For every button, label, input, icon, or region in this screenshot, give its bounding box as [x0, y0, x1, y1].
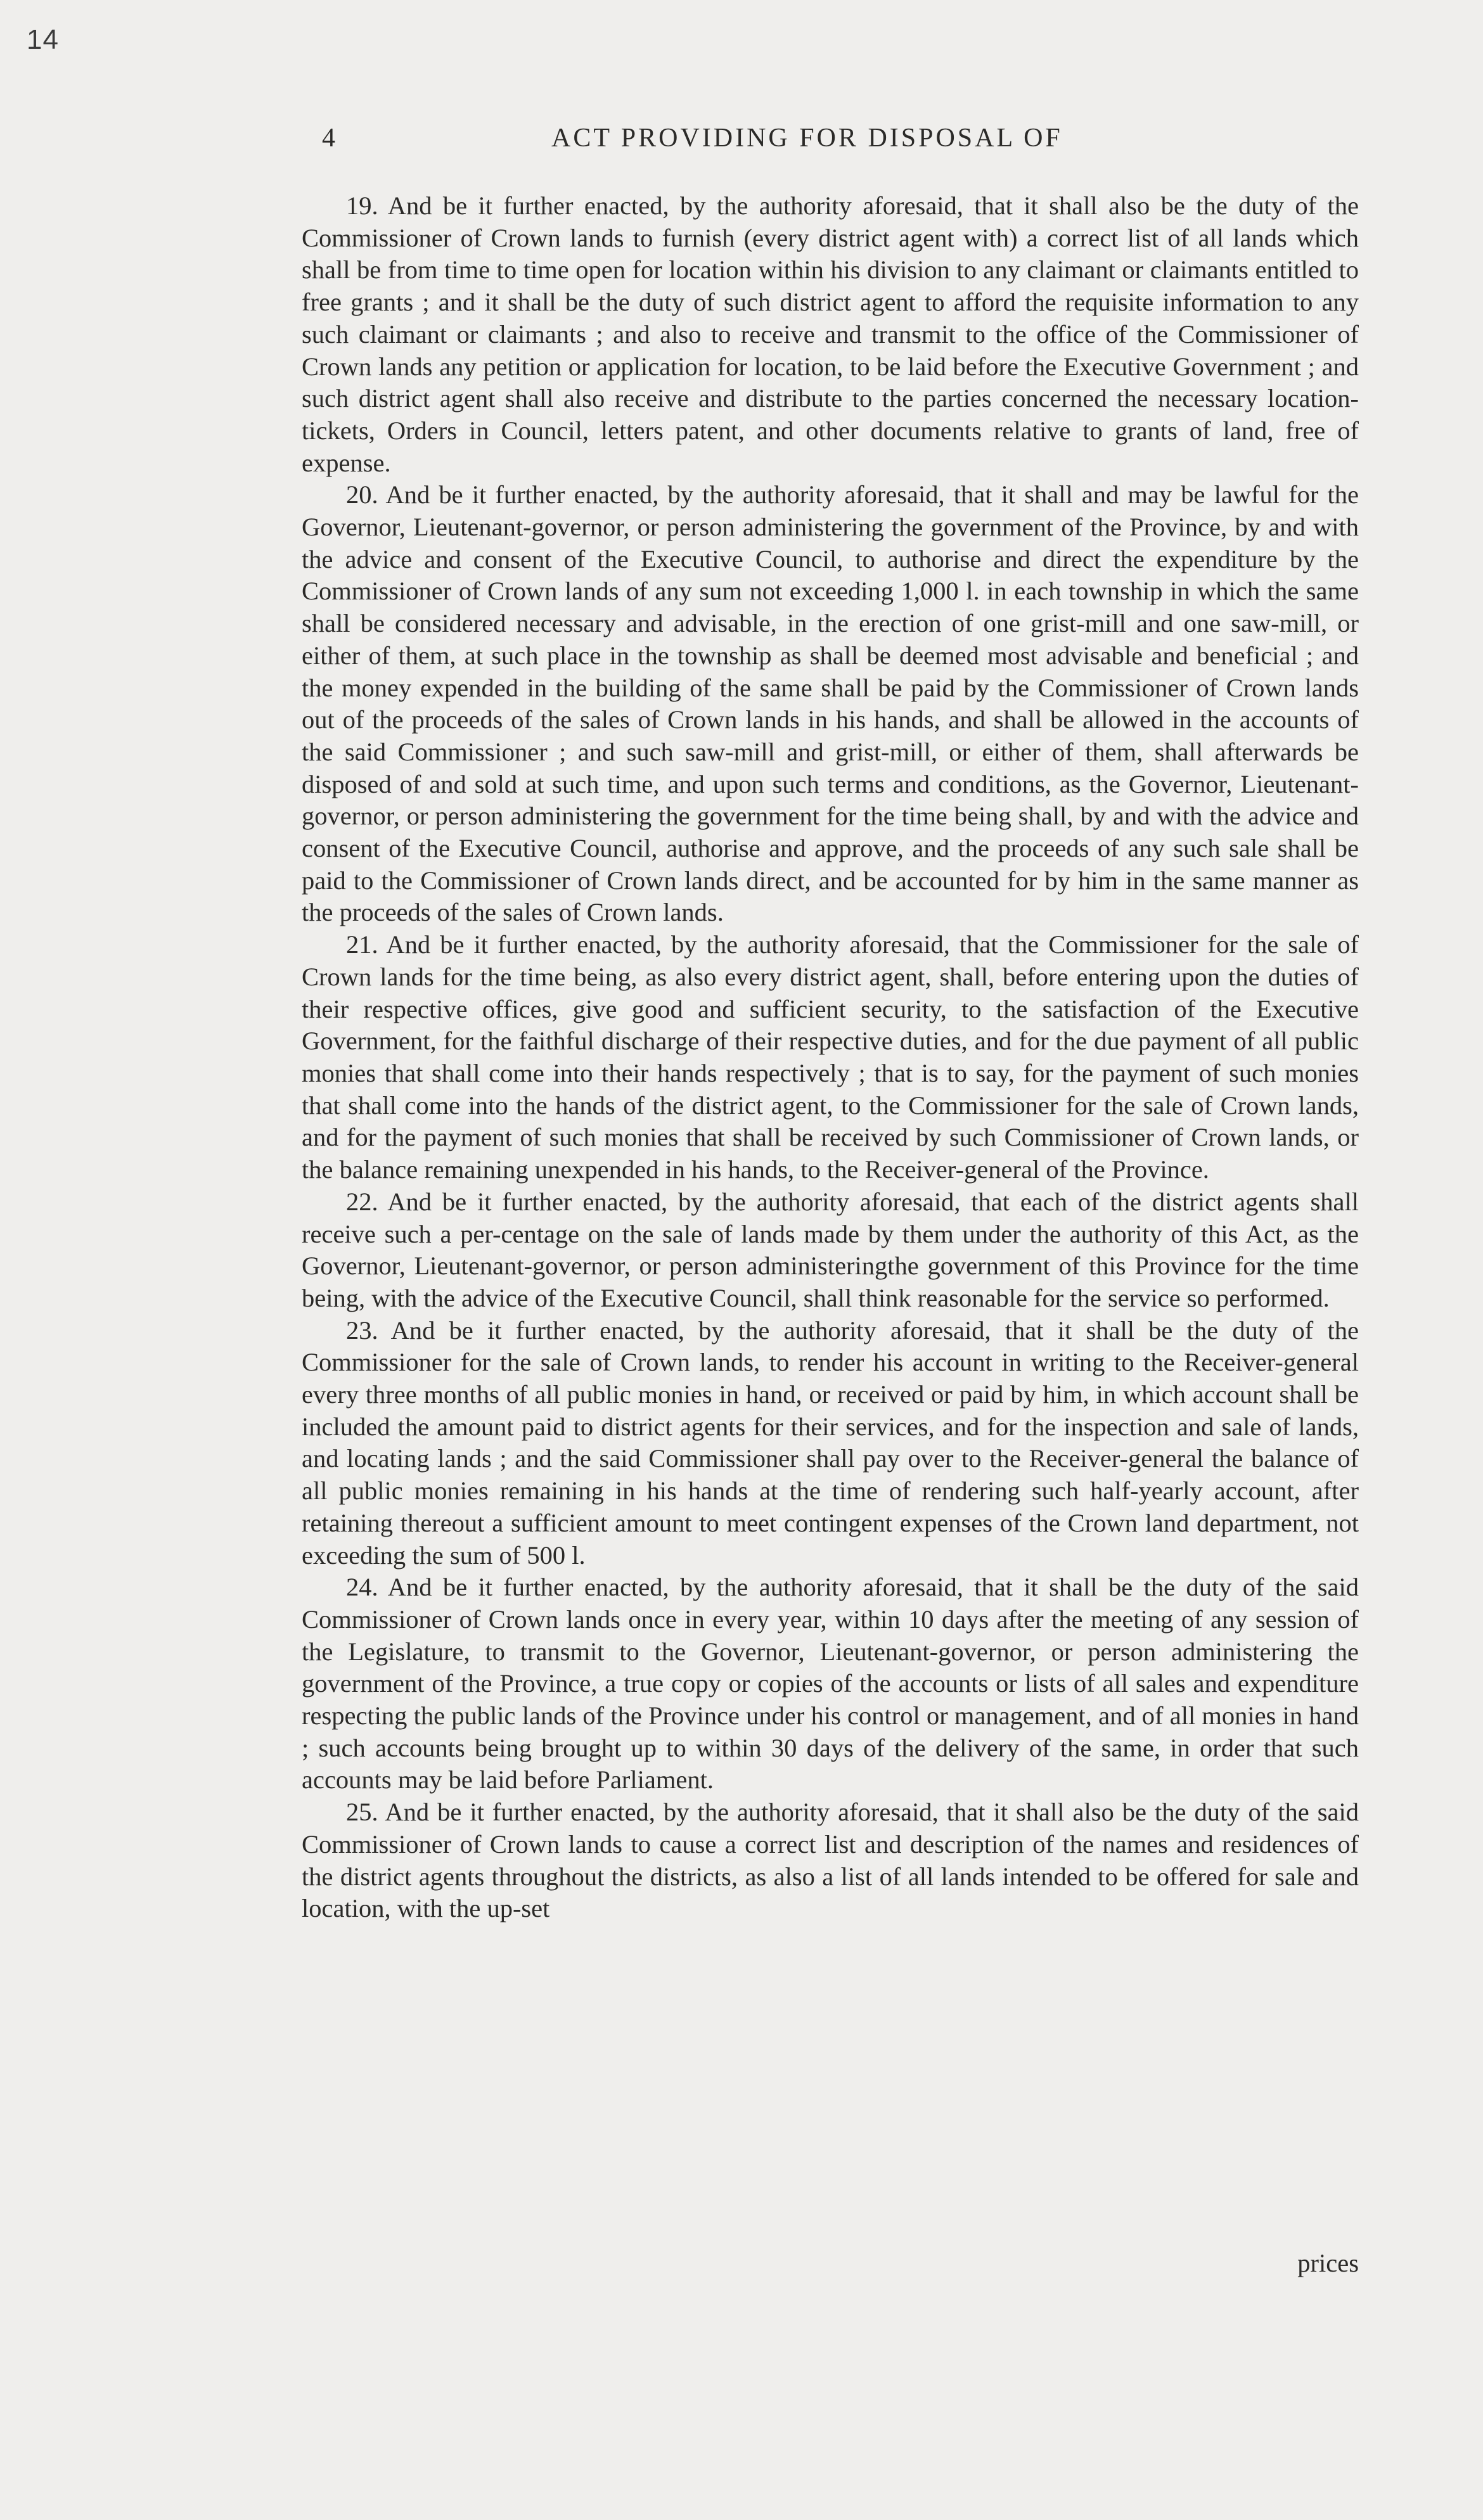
- section-24: 24. And be it further enacted, by the authority aforesaid, that it shall be the duty of the said Commissioner of Crown lands once in every year, within 10 days after the meeting of any session of the Legislature, to transmit to the Governor, Lieutenant-governor, or person administering the government of the Province, a true copy or copies of the accounts or lists of all sales and expenditure respecting the public lands of the Province under his control or management, and of all monies in hand ; such accounts being brought up to within 30 days of the delivery of the same, in order that such accounts may be laid before Parliament.: [302, 1573, 1359, 1794]
- section-19: 19. And be it further enacted, by the authority aforesaid, that it shall also be the duty of the Commissioner of Crown lands to furnish (every district agent with) a correct list of all lands which shall be from time to time open for location within his division to any claimant or claimants entitled to free grants ; and it shall be the duty of such district agent to afford the requisite information to any such claimant or claimants ; and also to receive and transmit to the office of the Commissioner of Crown lands any petition or application for location, to be laid before the Executive Government ; and such district agent shall also receive and distribute to the parties concerned the necessary location-tickets, Orders in Council, letters patent, and other documents relative to grants of land, free of expense.: [302, 191, 1359, 477]
- section-23: 23. And be it further enacted, by the authority aforesaid, that it shall be the duty of the Commissioner for the sale of Crown lands, to render his account in writing to the Receiver-general every three months of all public monies in hand, or received or paid by him, in which account shall be included the amount paid to district agents for their services, and for the inspection and sale of lands, and locating lands ; and the said Commissioner shall pay over to the Receiver-general the balance of all public monies remaining in his hands at the time of rendering such half-yearly account, after retaining thereout a sufficient amount to meet contingent expenses of the Crown land department, not exceeding the sum of 500 l.: [302, 1315, 1359, 1570]
- running-head: ACT PROVIDING FOR DISPOSAL OF: [551, 124, 1063, 153]
- folio-number: 4: [322, 124, 336, 153]
- section-22: 22. And be it further enacted, by the authority aforesaid, that each of the district agents shall receive such a per-centage on the sale of lands made by them under the authority of this Act, as the Governor, Lieutenant-governor, or person administeringthe government of this Province for the time being, with the advice of the Executive Council, shall think reasonable for the service so performed.: [302, 1187, 1359, 1312]
- section-25: 25. And be it further enacted, by the authority aforesaid, that it shall also be the duty of the said Commissioner of Crown lands to cause a correct list and description of the names and residences of the district agents throughout the districts, as also a list of all lands intended to be offered for sale and location, with the up-set: [302, 1798, 1359, 1923]
- catchword: prices: [1297, 2249, 1359, 2277]
- section-20: 20. And be it further enacted, by the authority aforesaid, that it shall and may be lawful for the Governor, Lieutenant-governor, or person administering the government of the Province, by and with the advice and consent of the Executive Council, to authorise and direct the expenditure by the Commissioner of Crown lands of any sum not exceeding 1,000 l. in each township in which the same shall be considered necessary and advisable, in the erection of one grist-mill and one saw-mill, or either of them, at such place in the township as shall be deemed most advisable and beneficial ; and the money expended in the building of the same shall be paid by the Commissioner of Crown lands out of the proceeds of the sales of Crown lands in his hands, and shall be allowed in the accounts of the said Commissioner ; and such saw-mill and grist-mill, or either of them, shall afterwards be disposed of and sold at such time, and upon such terms and conditions, as the Governor, Lieutenant-governor, or person administering the government for the time being shall, by and with the advice and consent of the Executive Council, authorise and approve, and the proceeds of any such sale shall be paid to the Commissioner of Crown lands direct, and be accounted for by him in the same manner as the proceeds of the sales of Crown lands.: [302, 480, 1359, 927]
- sheet-number: 14: [27, 24, 59, 55]
- section-21: 21. And be it further enacted, by the authority aforesaid, that the Commissioner for the sale of Crown lands for the time being, as also every district agent, shall, before entering upon the duties of their respective offices, give good and sufficient security, to the satisfaction of the Executive Government, for the faithful discharge of their respective duties, and for the due payment of all public monies that shall come into their hands respectively ; that is to say, for the payment of such monies that shall come into the hands of the district agent, to the Commissioner for the sale of Crown lands, and for the payment of such monies that shall be received by such Commissioner of Crown lands, or the balance remaining unexpended in his hands, to the Receiver-general of the Province.: [302, 930, 1359, 1184]
- page-header: [322, 123, 1359, 161]
- act-body-text: [302, 190, 1359, 1925]
